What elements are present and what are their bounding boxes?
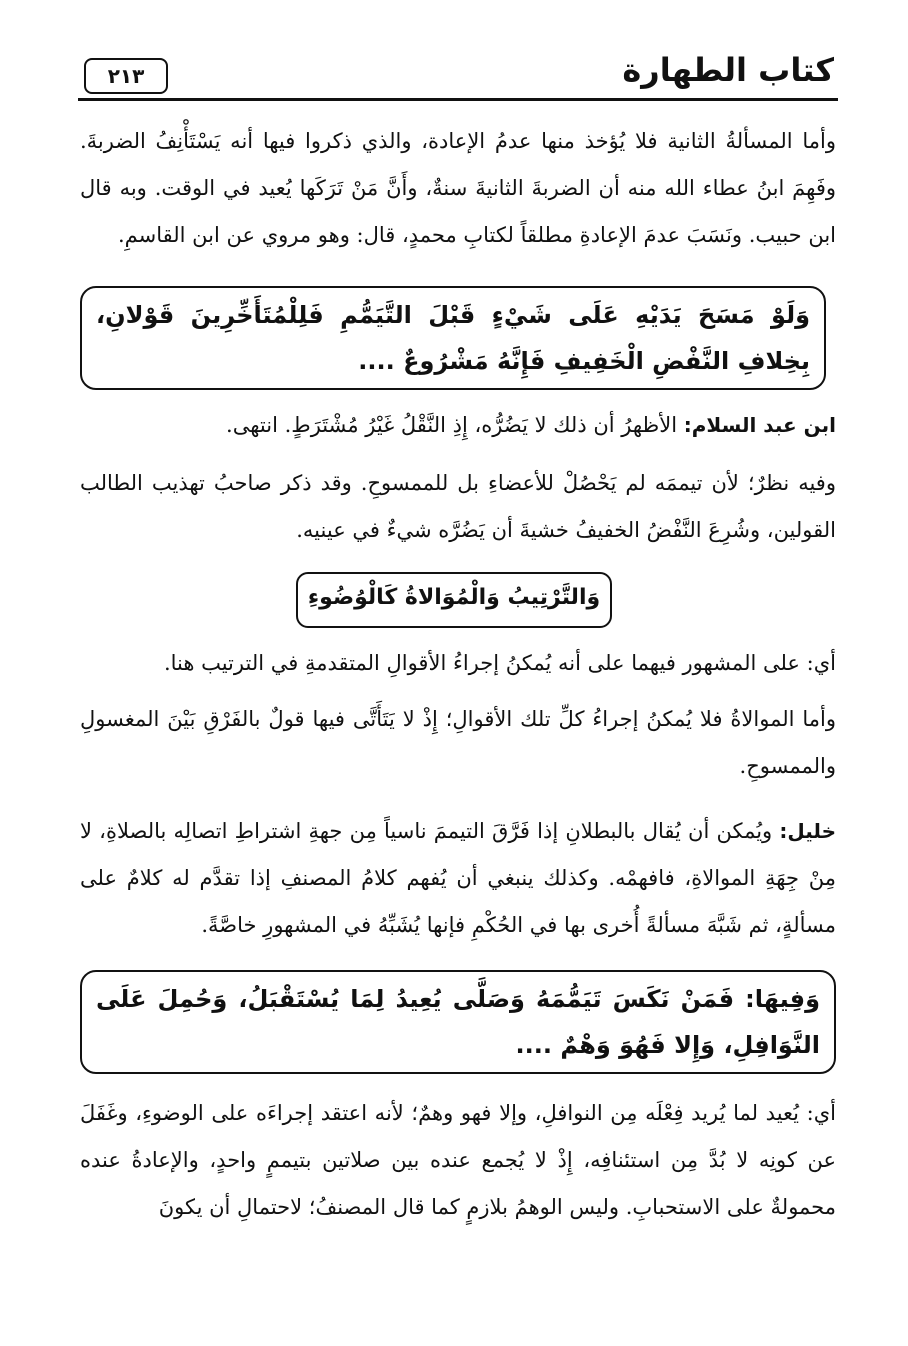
header-rule <box>78 98 838 101</box>
paragraph-1: وأما المسألةُ الثانية فلا يُؤخذ منها عدمُ الإعادة، والذي ذكروا فيها أنه يَسْتَأْنِفُ الضربةَ. وفَهِمَ ابنُ عطاء الله منه أن الضربةَ الثانيةَ سنةٌ، وأَنَّ مَنْ تَرَكَها يُعيد في الوقت. وبه قال ابن حبيب. ونَسَبَ عدمَ الإعادةِ مطلقاً لكتابِ محمدٍ، قال: وهو مروي عن ابن القاسمِ. <box>80 129 836 247</box>
matn-box-3: وَفِيهَا: فَمَنْ نَكَسَ تَيَمُّمَهُ وَصَلَّى يُعِيدُ لِمَا يُسْتَقْبَلُ، وَحُمِلَ عَلَى النَّوَافِلِ، وَإِلا فَهُوَ وَهْمٌ .... <box>80 970 836 1074</box>
paragraph-3: وفيه نظرٌ؛ لأن تيممَه لم يَحْصُلْ للأعضاءِ بل للممسوحِ. وقد ذكر صاحبُ تهذيب الطالب القولين، وشُرِعَ النَّفْضُ الخفيفُ خشيةَ أن يَضُرَّه شيءٌ في عينيه. <box>80 471 836 542</box>
matn-box-2: وَالتَّرْتِيبُ وَالْمُوَالاةُ كَالْوُضُوءِ <box>296 572 612 628</box>
page-number: ٢١٣ <box>84 58 168 94</box>
matn-box-1: وَلَوْ مَسَحَ يَدَيْهِ عَلَى شَيْءٍ قَبْلَ التَّيَمُّمِ فَلِلْمُتَأَخِّرِينَ قَوْلانِ، بِخِلافِ النَّفْضِ الْخَفِيفِ فَإِنَّهُ مَشْرُوعٌ .... <box>80 286 826 390</box>
paragraph-7: أي: يُعيد لما يُريد فِعْلَه مِن النوافلِ، وإلا فهو وهمٌ؛ لأنه اعتقد إجراءَه على الوضوءِ، وغَفَلَ عن كونِه لا بُدَّ مِن استئنافِه، إِذْ لا يُجمع عنده بين صلاتين بتيممٍ واحدٍ، والإعادةُ عنده محمولةٌ على الاستحبابِ. وليس الوهمُ بلازمٍ كما قال المصنفُ؛ لاحتمالِ أن يكونَ <box>80 1101 836 1219</box>
speaker-label: خليل: <box>779 819 836 843</box>
paragraph-4: أي: على المشهور فيهما على أنه يُمكنُ إجراءُ الأقوالِ المتقدمةِ في الترتيب هنا. <box>163 651 836 675</box>
page-header <box>78 46 838 102</box>
chapter-title: كتاب الطهارة <box>622 51 834 89</box>
paragraph-6-text: ويُمكن أن يُقال بالبطلانِ إذا فَرَّقَ التيممَ ناسياً مِن جهةِ اشتراطِ اتصالِه بالصلاةِ، لا مِنْ جِهَةِ الموالاةِ، فافهمْه. وكذلك ينبغي أن يُفهم كلامُ المصنفِ إذا تقدَّم له كلامٌ على مسألةٍ، ثم شَبَّهَ مسألةً أُخرى بها في الحُكْمِ فإنها يُشَبِّهُ في المشهورِ خاصَّةً. <box>80 819 836 937</box>
speaker-label: ابن عبد السلام: <box>683 413 836 437</box>
paragraph-5: وأما الموالاةُ فلا يُمكنُ إجراءُ كلِّ تلك الأقوالِ؛ إِذْ لا يَتَأَتَّى فيها قولٌ بالفَرْقِ بَيْنَ المغسولِ والممسوحِ. <box>80 707 836 778</box>
paragraph-6 <box>80 808 836 949</box>
paragraph-2-text: الأظهرُ أن ذلك لا يَضُرُّه، إِذِ النَّقْلُ غَيْرُ مُشْتَرَطٍ. انتهى. <box>226 413 684 437</box>
paragraph-2 <box>80 402 836 449</box>
